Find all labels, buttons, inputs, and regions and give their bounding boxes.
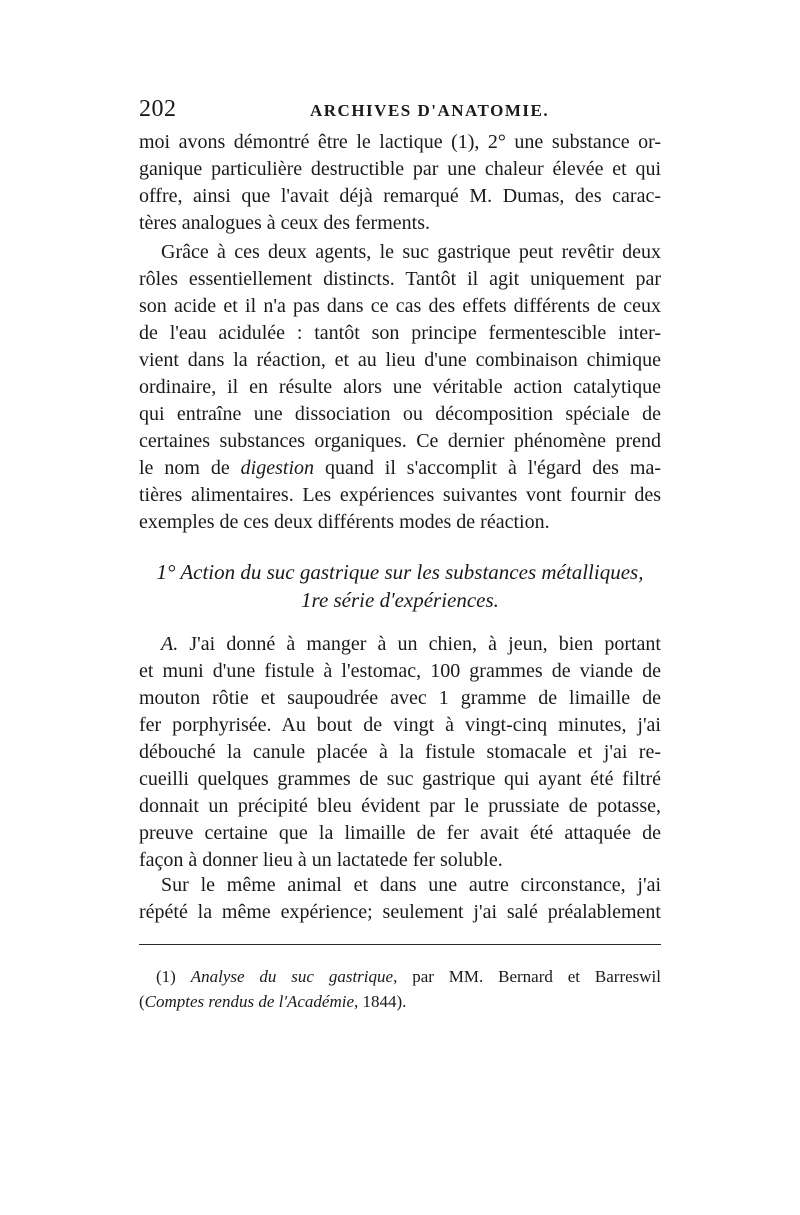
text-line: certaines substances organiques. Ce dernier phénomène prend [139, 430, 661, 452]
text-line: répété la même expérience; seulement j'ai salé préalablement [139, 901, 661, 923]
page-number: 202 [139, 96, 177, 122]
footnote-line1 [139, 964, 661, 989]
text-line: mouton rôtie et saupoudrée avec 1 gramme de limaille de [139, 687, 661, 709]
text-line: donnait un précipité bleu évident par le prussiate de potasse, [139, 795, 661, 817]
footnote-line2 [139, 989, 661, 1014]
text-line: cueilli quelques grammes de suc gastrique qui ayant été filtré [139, 768, 661, 790]
paragraph-two [139, 239, 661, 536]
experiment-label: A. [161, 633, 179, 655]
section-heading-line1: 1° Action du suc gastrique sur les substances métalliques, [156, 560, 644, 584]
footnote-title: Analyse du suc gastrique [190, 967, 394, 986]
text-line: Grâce à ces deux agents, le suc gastrique peut revêtir deux [161, 241, 661, 263]
text-line: ordinaire, il en résulte alors une véritable action catalytique [139, 376, 661, 398]
footnote-rule [139, 944, 661, 945]
footnote-marker: (1) [156, 967, 176, 986]
text-fragment: quand il s'accomplit à l'égard des ma- [314, 457, 661, 479]
text-line: ganique particulière destructible par une chaleur élevée et qui [139, 158, 661, 180]
text-line: preuve certaine que la limaille de fer avait été attaquée de [139, 822, 661, 844]
emphasis-digestion: digestion [240, 457, 315, 479]
text-line: Sur le même animal et dans une autre circonstance, j'ai [161, 874, 661, 896]
text-line: tières alimentaires. Les expériences suivantes vont fournir des [139, 484, 661, 506]
footnote-source: Comptes rendus de l'Académie [144, 992, 354, 1011]
text-line-digestion [139, 455, 661, 482]
text-line: tères analogues à ceux des ferments. [139, 212, 430, 234]
paragraph-three [139, 631, 661, 874]
text-line: fer porphyrisée. Au bout de vingt à vingt-cinq minutes, j'ai [139, 714, 661, 736]
text-line: vient dans la réaction, et au lieu d'une combinaison chimique [139, 349, 661, 371]
text-line: moi avons démontré être le lactique (1), 2° une substance or- [139, 131, 661, 153]
text-line: et muni d'une fistule à l'estomac, 100 grammes de viande de [139, 660, 661, 682]
section-heading [139, 558, 661, 614]
section-heading-line2: 1re série d'expériences. [301, 588, 499, 612]
paragraph-continuation [139, 129, 661, 237]
text-fragment: J'ai donné à manger à un chien, à jeun, bien portant [178, 633, 661, 655]
text-line: qui entraîne une dissociation ou décomposition spéciale de [139, 403, 661, 425]
text-line: débouché la canule placée à la fistule stomacale et j'ai re- [139, 741, 661, 763]
text-fragment: le nom de [139, 457, 241, 479]
text-line: façon à donner lieu à un lactatede fer soluble. [139, 849, 503, 871]
text-line: rôles essentiellement distincts. Tantôt il agit uniquement par [139, 268, 661, 290]
text-line-experiment-a [139, 631, 661, 658]
running-head: ARCHIVES D'ANATOMIE. [310, 101, 550, 120]
text-line: exemples de ces deux différents modes de réaction. [139, 511, 550, 533]
footnote-paren: ( [139, 992, 145, 1011]
text-line: son acide et il n'a pas dans ce cas des effets différents de ceux [139, 295, 661, 317]
paragraph-four [139, 872, 661, 926]
footnote [139, 964, 661, 1014]
text-line: offre, ainsi que l'avait déjà remarqué M. Dumas, des carac- [139, 185, 661, 207]
text-line: de l'eau acidulée : tantôt son principe fermentescible inter- [139, 322, 661, 344]
footnote-authors: , par MM. Bernard et Barreswil [393, 967, 662, 986]
footnote-year: , 1844). [354, 992, 407, 1011]
